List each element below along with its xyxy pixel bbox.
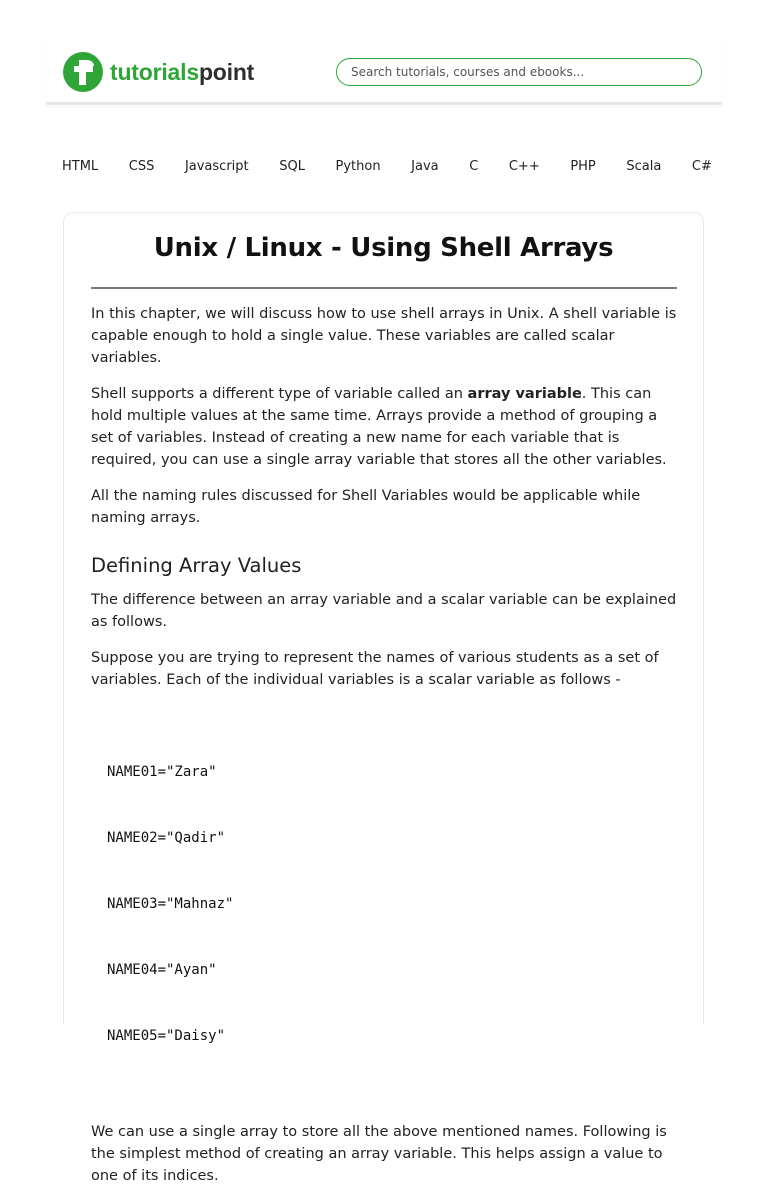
- paragraph-text: . This can hold multiple values at the same time. Arrays provide a method of grouping a set of variables. Instead of creating a new name for each variable that is required, you can use a single array variable that stores all the other variables.: [91, 386, 667, 468]
- site-header: [46, 40, 722, 105]
- logo-wordmark-part1: tutorials: [110, 58, 199, 85]
- logo-wordmark: [110, 59, 254, 86]
- tutorialspoint-logo-icon: [62, 51, 104, 93]
- single-array-paragraph: We can use a single array to store all the above mentioned names. Following is the simplest method of creating an array variable. This helps assign a value to one of its indices.: [91, 1124, 667, 1184]
- naming-rules-paragraph: All the naming rules discussed for Shell Variables would be applicable while naming arrays.: [91, 488, 641, 526]
- bold-term: array variable: [467, 386, 582, 402]
- code-line: NAME05="Daisy": [107, 1028, 226, 1044]
- nav-item-cpp[interactable]: C++: [508, 158, 540, 174]
- page-title: Unix / Linux - Using Shell Arrays: [153, 233, 614, 263]
- code-block: [91, 717, 681, 1091]
- nav-item-css[interactable]: CSS: [128, 158, 155, 174]
- difference-paragraph: The difference between an array variable and a scalar variable can be explained as follows.: [91, 592, 677, 630]
- article-card: [63, 212, 704, 1184]
- logo-wordmark-part2: point: [198, 58, 255, 85]
- title-divider: [91, 287, 677, 289]
- students-paragraph: Suppose you are trying to represent the names of various students as a set of variables. Each of the individual variables is a scalar variable as follows -: [91, 650, 659, 688]
- nav-item-sql[interactable]: SQL: [279, 158, 305, 174]
- intro-paragraph: In this chapter, we will discuss how to use shell arrays in Unix. A shell variable is capable enough to hold a single value. These variables are called scalar variables.: [91, 306, 677, 366]
- code-line: NAME04="Ayan": [107, 962, 217, 978]
- section-heading: Defining Array Values: [91, 554, 302, 577]
- nav-item-javascript[interactable]: Javascript: [184, 158, 249, 174]
- nav-item-python[interactable]: Python: [335, 158, 381, 174]
- paragraph-text: Shell supports a different type of variable called an: [91, 386, 468, 402]
- language-nav: [62, 156, 712, 176]
- code-line: NAME02="Qadir": [107, 830, 226, 846]
- nav-item-html[interactable]: HTML: [62, 158, 99, 174]
- nav-item-csharp[interactable]: C#: [691, 158, 712, 174]
- nav-item-c[interactable]: C: [469, 158, 479, 174]
- article-body: [91, 303, 681, 1201]
- code-line: NAME01="Zara": [107, 764, 217, 780]
- search-input[interactable]: [337, 59, 701, 85]
- array-variable-paragraph: [91, 383, 681, 471]
- site-logo[interactable]: [62, 52, 254, 92]
- nav-item-java[interactable]: Java: [411, 158, 439, 174]
- nav-item-scala[interactable]: Scala: [626, 158, 662, 174]
- nav-item-php[interactable]: PHP: [570, 158, 596, 174]
- search-box[interactable]: [336, 58, 702, 86]
- code-line: NAME03="Mahnaz": [107, 896, 234, 912]
